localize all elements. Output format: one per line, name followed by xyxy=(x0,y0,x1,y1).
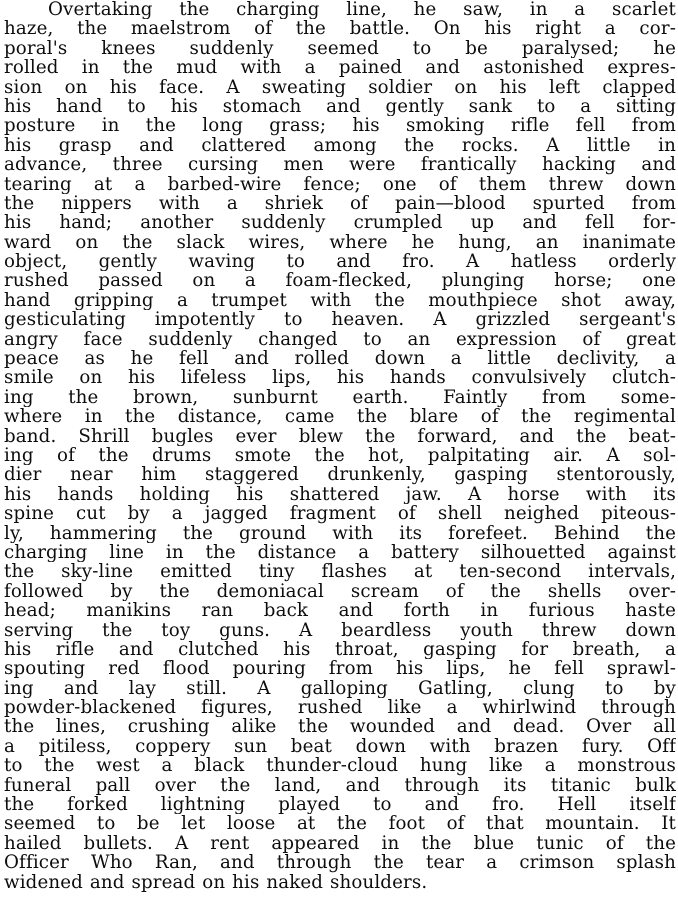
text-line: serving the toy guns. A beardless youth threw down xyxy=(4,620,676,640)
text-line: rolled in the mud with a pained and astonished expres- xyxy=(4,58,676,78)
text-line: funeral pall over the land, and through its titanic bulk xyxy=(4,775,676,796)
text-line: poral's knees suddenly seemed to be paralysed; he xyxy=(4,38,676,59)
text-line: ing of the drums smote the hot, palpitating air. A sol- xyxy=(4,445,676,466)
text-line: ing and lay still. A galloping Gatling, clung to by xyxy=(4,678,676,699)
text-line: hand gripping a trumpet with the mouthpiece shot away, xyxy=(4,290,676,311)
text-line: sion on his face. A sweating soldier on his left clapped xyxy=(4,77,676,97)
text-line: angry face suddenly changed to an expression of great xyxy=(4,329,676,350)
text-line: dier near him staggered drunkenly, gasping stentorously, xyxy=(4,465,676,485)
text-line: followed by the demoniacal scream of the shells over- xyxy=(4,581,676,602)
text-line: haze, the maelstrom of the battle. On his right a cor- xyxy=(4,19,676,39)
text-line: object, gently waving to and fro. A hatless orderly xyxy=(4,252,676,272)
text-line: the lines, crushing alike the wounded and dead. Over all xyxy=(4,717,676,737)
text-line: ward on the slack wires, where he hung, an inanimate xyxy=(4,232,676,253)
text-line: his rifle and clutched his throat, gasping for breath, a xyxy=(4,639,676,660)
text-line: ing the brown, sunburnt earth. Faintly from some- xyxy=(4,387,676,408)
text-line: spouting red flood pouring from his lips, he fell sprawl- xyxy=(4,659,676,679)
text-line: gesticulating impotently to heaven. A grizzled sergeant's xyxy=(4,310,676,330)
text-line: band. Shrill bugles ever blew the forward, and the beat- xyxy=(4,426,676,446)
text-line: his grasp and clattered among the rocks. A little in xyxy=(4,135,676,156)
text-line: where in the distance, came the blare of the regimental xyxy=(4,407,676,427)
text-line: powder-blackened figures, rushed like a whirlwind through xyxy=(4,698,676,718)
text-line: his hands holding his shattered jaw. A horse with its xyxy=(4,484,676,505)
text-line: charging line in the distance a battery silhouetted against xyxy=(4,542,676,563)
text-line: his hand; another suddenly crumpled up and fell for- xyxy=(4,213,676,233)
text-line: widened and spread on his naked shoulders. xyxy=(4,872,428,892)
text-line: peace as he fell and rolled down a little declivity, a xyxy=(4,349,676,369)
text-line: tearing at a barbed-wire fence; one of them threw down xyxy=(4,174,676,194)
text-line: the nippers with a shriek of pain—blood spurted from xyxy=(4,193,676,214)
text-line: his hand to his stomach and gently sank to a sitting xyxy=(4,96,676,117)
text-line: posture in the long grass; his smoking rifle fell from xyxy=(4,116,676,136)
text-line: head; manikins ran back and forth in furious haste xyxy=(4,601,676,621)
text-line: advance, three cursing men were frantically hacking and xyxy=(4,155,676,175)
text-line: the sky-line emitted tiny flashes at ten-second intervals, xyxy=(4,562,676,582)
text-line: to the west a black thunder-cloud hung like a monstrous xyxy=(4,756,676,776)
text-line: the forked lightning played to and fro. Hell itself xyxy=(4,795,676,815)
text-line: a pitiless, coppery sun beat down with brazen fury. Off xyxy=(4,736,676,757)
text-line: Officer Who Ran, and through the tear a crimson splash xyxy=(4,853,676,873)
text-line: ly, hammering the ground with its forefeet. Behind the xyxy=(4,523,676,543)
text-line: hailed bullets. A rent appeared in the blue tunic of the xyxy=(4,833,676,854)
text-line: Overtaking the charging line, he saw, in a scarlet xyxy=(48,0,676,20)
text-line: spine cut by a jagged fragment of shell neighed piteous- xyxy=(4,504,676,524)
text-line: seemed to be let loose at the foot of that mountain. It xyxy=(4,814,676,834)
text-line: rushed passed on a foam-flecked, plunging horse; one xyxy=(4,271,676,291)
text-line: smile on his lifeless lips, his hands convulsively clutch- xyxy=(4,368,676,388)
